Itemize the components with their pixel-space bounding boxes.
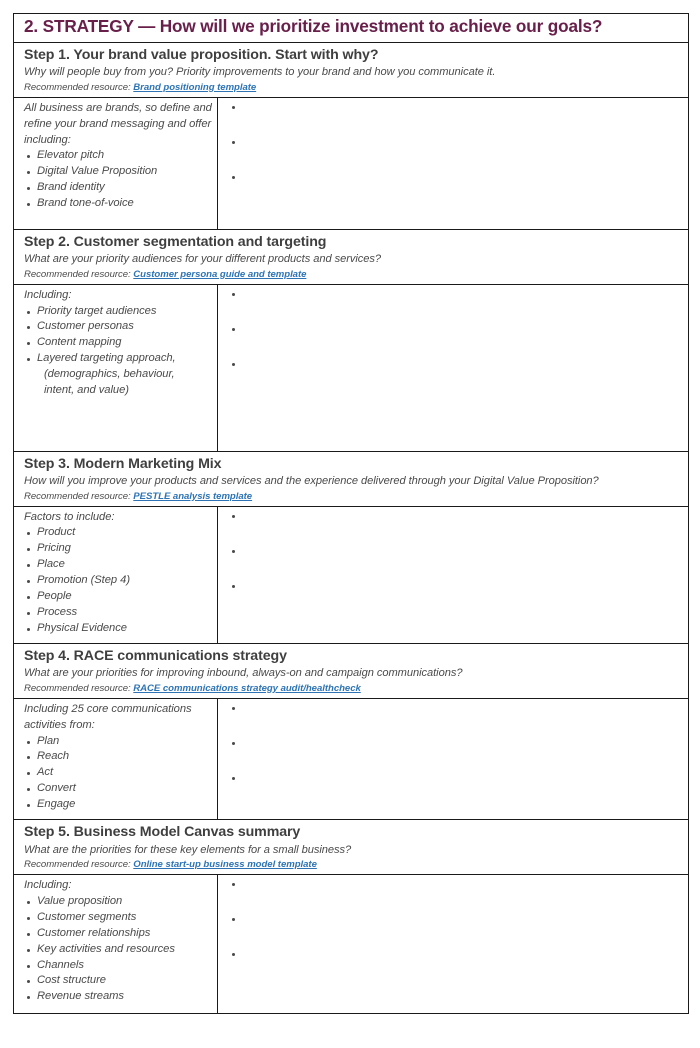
list-item: Customer personas — [24, 319, 213, 335]
step-lead-4: Including 25 core communications activities from: — [24, 702, 192, 731]
resource-label-3: Recommended resource: — [24, 490, 131, 502]
answer-bullet[interactable] — [232, 772, 680, 807]
list-item: Act — [24, 765, 213, 781]
list-item: Revenue streams — [24, 989, 213, 1005]
step-resource-2 — [24, 269, 680, 282]
step-body-3 — [14, 507, 688, 644]
list-item: Digital Value Proposition — [24, 164, 213, 180]
step-item-list-1 — [24, 148, 213, 212]
step-resource-3 — [24, 491, 680, 504]
list-item: Content mapping — [24, 335, 213, 351]
answer-bullet[interactable] — [232, 358, 680, 393]
list-item: Pricing — [24, 541, 213, 557]
list-item: Customer segments — [24, 910, 213, 926]
step-answer-column-1[interactable] — [218, 98, 688, 229]
step-prompt-column-4 — [14, 699, 218, 819]
step-title-4: Step 4. RACE communications strategy — [24, 647, 287, 664]
answer-bullet-list-4[interactable] — [232, 702, 680, 807]
step-subtitle-1: Why will people buy from you? Priority improvements to your brand and how you communicate it. — [24, 66, 496, 79]
step-subtitle-4: What are your priorities for improving inbound, always-on and campaign communications? — [24, 667, 463, 680]
step-body-2 — [14, 285, 688, 452]
answer-bullet[interactable] — [232, 101, 680, 136]
step-lead-3: Factors to include: — [24, 510, 115, 523]
answer-bullet[interactable] — [232, 702, 680, 737]
list-item: Product — [24, 525, 213, 541]
step-subtitle-3: How will you improve your products and services and the experience delivered through your Digital Value Proposition? — [24, 475, 599, 488]
list-item: Process — [24, 605, 213, 621]
answer-bullet-list-3[interactable] — [232, 510, 680, 615]
resource-label-2: Recommended resource: — [24, 268, 131, 280]
answer-bullet[interactable] — [232, 510, 680, 545]
answer-bullet-list-2[interactable] — [232, 288, 680, 393]
list-item: Place — [24, 557, 213, 573]
step-lead-5: Including: — [24, 878, 72, 891]
step-answer-column-2[interactable] — [218, 285, 688, 451]
step-title-3: Step 3. Modern Marketing Mix — [24, 455, 222, 472]
answer-bullet[interactable] — [232, 948, 680, 983]
step-section-5 — [14, 820, 688, 1013]
list-item: Physical Evidence — [24, 621, 213, 637]
step-resource-1 — [24, 82, 680, 95]
answer-bullet[interactable] — [232, 913, 680, 948]
step-answer-column-5[interactable] — [218, 875, 688, 1013]
step-header-4 — [14, 644, 688, 699]
list-item: Key activities and resources — [24, 942, 213, 958]
list-item: Value proposition — [24, 894, 213, 910]
answer-bullet-list-5[interactable] — [232, 878, 680, 983]
step-prompt-column-2 — [14, 285, 218, 451]
worksheet-title-row — [14, 14, 688, 43]
step-header-1 — [14, 43, 688, 98]
step-answer-column-3[interactable] — [218, 507, 688, 643]
list-item: People — [24, 589, 213, 605]
answer-bullet[interactable] — [232, 580, 680, 615]
step-section-4 — [14, 644, 688, 820]
resource-link-3[interactable]: PESTLE analysis template — [133, 490, 253, 502]
list-item: Brand identity — [24, 180, 213, 196]
step-title-2: Step 2. Customer segmentation and targeting — [24, 233, 327, 250]
step-item-list-4 — [24, 734, 213, 814]
step-subtitle-2: What are your priority audiences for your different products and services? — [24, 253, 382, 266]
resource-link-5[interactable]: Online start-up business model template — [133, 859, 317, 871]
list-item: Plan — [24, 734, 213, 750]
resource-label-4: Recommended resource: — [24, 682, 131, 694]
resource-link-2[interactable]: Customer persona guide and template — [133, 268, 307, 280]
answer-bullet[interactable] — [232, 136, 680, 171]
step-body-5 — [14, 875, 688, 1013]
step-lead-1: All business are brands, so define and refine your brand messaging and offer including: — [24, 101, 212, 146]
list-item: Reach — [24, 749, 213, 765]
list-item: Brand tone-of-voice — [24, 196, 213, 212]
step-header-2 — [14, 230, 688, 285]
step-header-5 — [14, 820, 688, 875]
list-item: Layered targeting approach, — [24, 351, 213, 367]
answer-bullet[interactable] — [232, 171, 680, 206]
step-item-list-5 — [24, 894, 213, 1005]
list-item-continuation: intent, and value) — [44, 384, 129, 397]
list-item: Promotion (Step 4) — [24, 573, 213, 589]
list-item: Channels — [24, 958, 213, 974]
resource-label-1: Recommended resource: — [24, 81, 131, 93]
step-prompt-column-1 — [14, 98, 218, 229]
list-item: Engage — [24, 797, 213, 813]
step-body-1 — [14, 98, 688, 230]
resource-link-1[interactable]: Brand positioning template — [133, 81, 257, 93]
answer-bullet[interactable] — [232, 878, 680, 913]
step-title-5: Step 5. Business Model Canvas summary — [24, 824, 301, 841]
answer-bullet[interactable] — [232, 288, 680, 323]
answer-bullet-list-1[interactable] — [232, 101, 680, 206]
step-section-2 — [14, 230, 688, 452]
resource-label-5: Recommended resource: — [24, 859, 131, 871]
list-item: Cost structure — [24, 973, 213, 989]
step-item-list-3 — [24, 525, 213, 636]
list-item: Priority target audiences — [24, 304, 213, 320]
step-body-4 — [14, 699, 688, 820]
step-answer-column-4[interactable] — [218, 699, 688, 819]
step-prompt-column-5 — [14, 875, 218, 1013]
list-item-continuation: (demographics, behaviour, — [44, 368, 175, 381]
list-item: Elevator pitch — [24, 148, 213, 164]
list-item: Convert — [24, 781, 213, 797]
list-item: Customer relationships — [24, 926, 213, 942]
step-title-1: Step 1. Your brand value proposition. Start with why? — [24, 46, 379, 63]
step-lead-2: Including: — [24, 288, 72, 301]
answer-bullet[interactable] — [232, 545, 680, 580]
answer-bullet[interactable] — [232, 323, 680, 358]
page-title: 2. STRATEGY — How will we prioritize investment to achieve our goals? — [24, 16, 603, 36]
step-subtitle-5: What are the priorities for these key elements for a small business? — [24, 843, 352, 856]
step-resource-4 — [24, 683, 680, 696]
step-resource-5 — [24, 859, 680, 872]
step-section-3 — [14, 452, 688, 644]
resource-link-4[interactable]: RACE communications strategy audit/healthcheck — [133, 682, 361, 694]
step-section-1 — [14, 43, 688, 230]
strategy-worksheet-table — [13, 13, 689, 1014]
step-header-3 — [14, 452, 688, 507]
step-item-list-2 — [24, 304, 213, 399]
answer-bullet[interactable] — [232, 737, 680, 772]
step-prompt-column-3 — [14, 507, 218, 643]
